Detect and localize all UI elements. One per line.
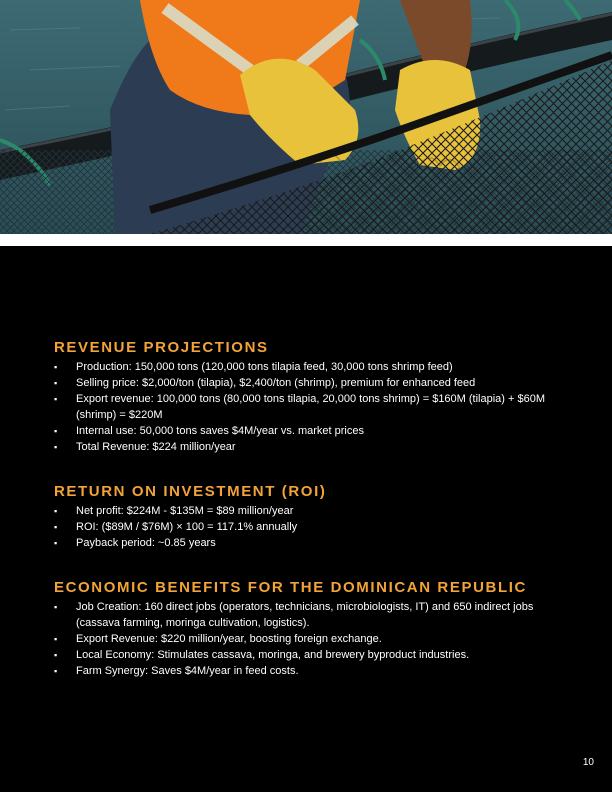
economic-benefits-section (54, 579, 554, 679)
bullet-icon: ▪ (54, 538, 58, 548)
bullet-list (54, 503, 554, 551)
white-divider-band (0, 234, 612, 246)
list-item: ▪ Payback period: ~0.85 years (54, 537, 216, 549)
bullet-icon: ▪ (54, 634, 58, 644)
bullet-icon: ▪ (54, 666, 58, 676)
roi-section (54, 483, 554, 551)
bullet-icon: ▪ (54, 442, 58, 452)
list-item: ▪ Internal use: 50,000 tons saves $4M/year vs. market prices (54, 425, 364, 437)
bullet-icon: ▪ (54, 506, 58, 516)
bullet-list (54, 359, 554, 455)
list-item: ▪ ROI: ($89M / $76M) × 100 = 117.1% annually (54, 521, 298, 533)
bullet-icon: ▪ (54, 378, 58, 388)
bullet-icon: ▪ (54, 650, 58, 660)
section-heading: RETURN ON INVESTMENT (ROI) (54, 483, 327, 500)
bullet-icon: ▪ (54, 394, 58, 404)
list-item: ▪ Export Revenue: $220 million/year, boosting foreign exchange. (54, 633, 382, 645)
hero-image (0, 0, 612, 234)
bullet-icon: ▪ (54, 522, 58, 532)
bullet-icon: ▪ (54, 602, 58, 612)
list-item: ▪ Export revenue: 100,000 tons (80,000 tons tilapia, 20,000 tons shrimp) = $160M (tilapia) + $60M (shrimp) = $220M (54, 393, 546, 421)
aquaculture-photo-illustration (0, 0, 612, 234)
list-item: ▪ Local Economy: Stimulates cassava, moringa, and brewery byproduct industries. (54, 649, 470, 661)
section-heading: REVENUE PROJECTIONS (54, 339, 269, 356)
bullet-icon: ▪ (54, 362, 58, 372)
section-heading: ECONOMIC BENEFITS FOR THE DOMINICAN REPUBLIC (54, 579, 527, 596)
list-item: ▪ Farm Synergy: Saves $4M/year in feed costs. (54, 665, 299, 677)
bullet-list (54, 599, 554, 679)
list-item: ▪ Selling price: $2,000/ton (tilapia), $2,400/ton (shrimp), premium for enhanced feed (54, 377, 476, 389)
page-number: 10 (582, 757, 594, 768)
revenue-projections-section (54, 339, 554, 455)
bullet-icon: ▪ (54, 426, 58, 436)
list-item: ▪ Total Revenue: $224 million/year (54, 441, 236, 453)
list-item: ▪ Job Creation: 160 direct jobs (operators, technicians, microbiologists, IT) and 650 indirect jobs (cassava farming, moringa cultivation, logistics). (54, 601, 534, 629)
list-item: ▪ Net profit: $224M - $135M = $89 million/year (54, 505, 294, 517)
list-item: ▪ Production: 150,000 tons (120,000 tons tilapia feed, 30,000 tons shrimp feed) (54, 361, 453, 373)
